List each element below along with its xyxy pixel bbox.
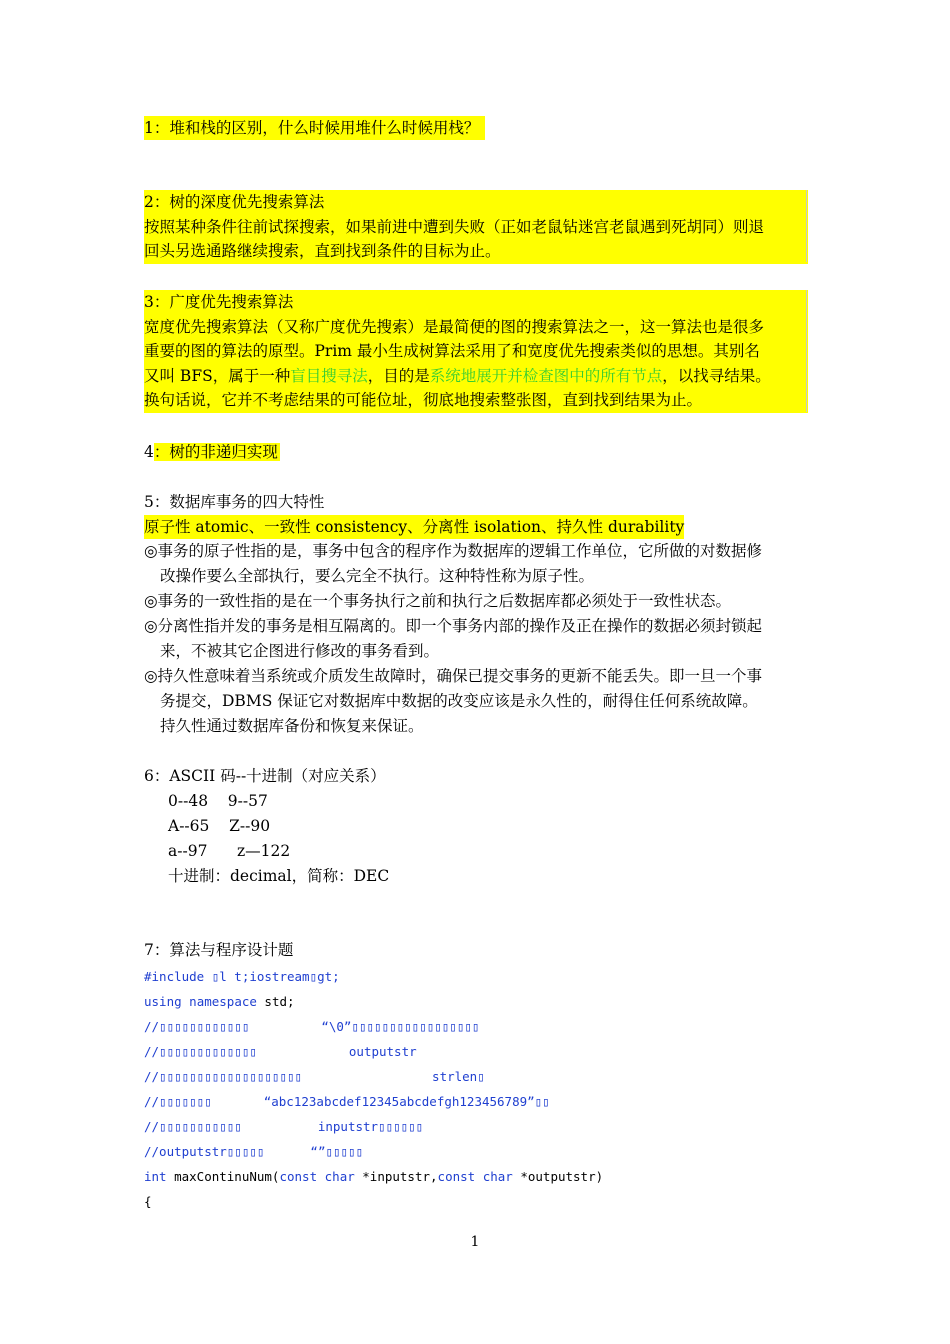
code-keyword: char [324,1169,355,1184]
ascii-row: 0--48 9--57 [168,792,268,810]
section-3-line-4: 换句话说，它并不考虑结果的可能位址，彻底地搜索整张图，直到找到结果为止。 [144,391,703,409]
code-comment [144,1140,363,1164]
expand-check-term: 系统地展开并检查图中的所有节点 [429,366,663,385]
section-2-block [144,190,808,264]
section-1-title: 1：堆和栈的区别，什么时候用堆什么时候用栈？ [144,116,485,140]
margin-mark [806,290,807,412]
code-line: #include ▯l t;iostream▯gt; [144,969,340,984]
acid-line: 来，不被其它企图进行修改的事务看到。 [160,642,440,660]
ascii-row: A--65 Z--90 [168,817,271,835]
code-comment-part: outputstr [348,1044,417,1059]
section-2-title: 2：树的深度优先搜索算法 [144,193,325,211]
code-comment [144,1040,417,1064]
acid-line: ◎事务的原子性指的是，事务中包含的程序作为数据库的逻辑工作单位，它所做的对数据修 [144,542,763,560]
section-4-title [144,440,280,464]
text-run: ，目的是 [367,366,430,385]
code-comment-part: //▯▯▯▯▯▯▯▯▯▯▯▯▯▯▯▯▯▯▯ [144,1069,303,1084]
code-comment-part: inputstr▯▯▯▯▯▯ [317,1119,424,1134]
code-comment-part: “\0”▯▯▯▯▯▯▯▯▯▯▯▯▯▯▯▯▯ [321,1019,480,1034]
acid-line: ◎事务的一致性指的是在一个事务执行之前和执行之后数据库都必须处于一致性状态。 [144,592,732,610]
code-comment-part: “abc123abcdef12345abcdefgh123456789”▯▯ [263,1094,550,1109]
section-3-line-3 [144,364,808,389]
code-brace: { [144,1194,152,1209]
code-comment-part: //outputstr▯▯▯▯▯ [144,1144,265,1159]
code-comment-part: //▯▯▯▯▯▯▯▯▯▯▯▯ [144,1019,250,1034]
acid-line: 务提交，DBMS 保证它对数据库中数据的改变应该是永久性的，耐得住任何系统故障。 [160,692,758,710]
acid-line: ◎持久性意味着当系统或介质发生故障时，确保已提交事务的更新不能丢失。即一旦一个事 [144,667,763,685]
code-keyword: namespace [189,994,257,1009]
code-comment-part: //▯▯▯▯▯▯▯▯▯▯▯ [144,1119,242,1134]
section-3-line-2: 重要的图的算法的原型。Prim 最小生成树算法采用了和宽度优先搜索类似的思想。其别名 [144,342,760,360]
section-2-body-line: 按照某种条件往前试探搜索，如果前进中遭到失败（正如老鼠钻迷宫老鼠遇到死胡同）则退 [144,217,765,236]
code-comment-part: //▯▯▯▯▯▯▯▯▯▯▯▯▯ [144,1044,257,1059]
text-run: ，以找寻结果。 [662,366,771,385]
code-comment [144,1090,550,1114]
code-keyword: const [437,1169,476,1184]
code-text: *inputstr, [354,1169,438,1184]
code-keyword: const [279,1169,318,1184]
code-text: *outputstr) [512,1169,604,1184]
code-text [317,1169,325,1184]
section-3-block [144,290,808,413]
code-keyword: char [482,1169,513,1184]
section-4-number: 4 [144,443,154,461]
text-run: 又叫 BFS，属于一种 [144,366,291,385]
code-comment [144,1115,423,1139]
margin-mark [806,190,807,262]
code-comment-part: strlen▯ [432,1069,485,1084]
code-text: maxContinuNum( [166,1169,280,1184]
code-comment-part: //▯▯▯▯▯▯▯ [144,1094,212,1109]
code-function-signature [144,1165,603,1189]
acid-line: ◎分离性指并发的事务是相互隔离的。即一个事务内部的操作及正在操作的数据必须封锁起 [144,617,763,635]
code-keyword: using [144,994,182,1009]
section-6-title: 6：ASCII 码--十进制（对应关系） [144,767,386,785]
code-line [144,990,295,1014]
section-2-body-line: 回头另选通路继续搜索，直到找到条件的目标为止。 [144,242,501,260]
section-4-text: ：树的非递归实现 [153,443,278,461]
acid-line: 改操作要么全部执行，要么完全不执行。这种特性称为原子性。 [160,567,595,585]
code-comment-part: “”▯▯▯▯▯ [310,1144,364,1159]
page-number: 1 [470,1234,480,1250]
ascii-row: a--97 z—122 [168,842,291,860]
code-text: std; [256,994,295,1009]
section-5-title: 5：数据库事务的四大特性 [144,493,325,511]
code-comment [144,1065,485,1089]
blind-search-term: 盲目搜寻法 [290,366,368,385]
ascii-row: 十进制：decimal，简称：DEC [168,867,390,885]
section-3-title: 3：广度优先搜索算法 [144,293,294,311]
code-keyword: int [144,1169,167,1184]
section-5-summary: 原子性 atomic、一致性 consistency、分离性 isolation、持久性 durability [144,515,684,539]
code-text [475,1169,483,1184]
acid-line: 持久性通过数据库备份和恢复来保证。 [160,717,424,735]
code-comment [144,1015,479,1039]
section-7-title: 7：算法与程序设计题 [144,941,294,959]
section-3-line-1: 宽度优先搜索算法（又称广度优先搜索）是最简便的图的搜索算法之一，这一算法也是很多 [144,317,765,336]
